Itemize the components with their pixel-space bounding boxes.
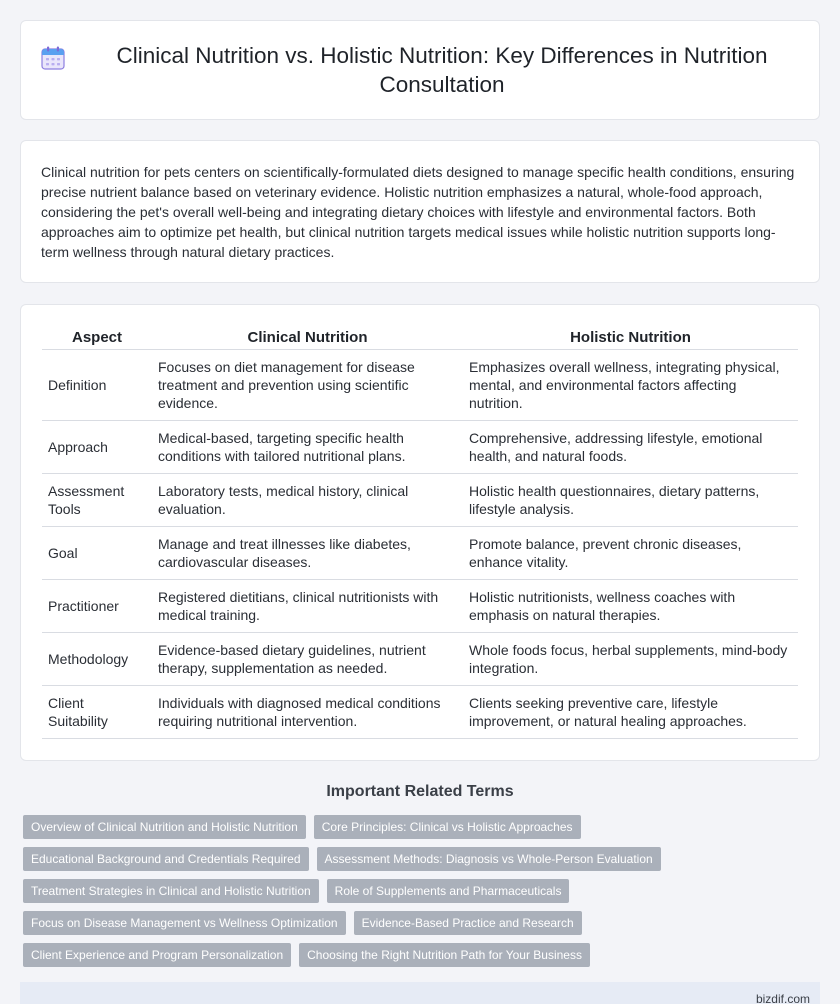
related-term-tag[interactable]: Evidence-Based Practice and Research [354,911,582,935]
related-term-tag[interactable]: Educational Background and Credentials Required [23,847,309,871]
related-terms-list [23,815,820,967]
holistic-cell: Whole foods focus, herbal supplements, mind-body integration. [463,633,798,686]
related-term-tag[interactable]: Core Principles: Clinical vs Holistic Approaches [314,815,581,839]
column-header-aspect: Aspect [42,325,152,350]
table-row [42,350,798,421]
aspect-cell: Goal [42,527,152,580]
holistic-cell: Holistic nutritionists, wellness coaches with emphasis on natural therapies. [463,580,798,633]
clinical-cell: Manage and treat illnesses like diabetes, cardiovascular diseases. [152,527,463,580]
clinical-cell: Laboratory tests, medical history, clinical evaluation. [152,474,463,527]
table-row [42,474,798,527]
table-row [42,633,798,686]
header-card [20,20,820,120]
related-term-tag[interactable]: Choosing the Right Nutrition Path for Your Business [299,943,590,967]
holistic-cell: Clients seeking preventive care, lifestyle improvement, or natural healing approaches. [463,686,798,739]
intro-text: Clinical nutrition for pets centers on scientifically-formulated diets designed to manage specific health conditions, ensuring precise nutrient balance based on veterinary evidence. Holistic nutrition emphasizes a natural, whole-food approach, considering the pet's overall well-being and integrating dietary choices with lifestyle and environmental factors. Both approaches aim to optimize pet health, but clinical nutrition targets medical issues while holistic nutrition supports long-term wellness through natural dietary practices. [41,164,795,260]
clinical-cell: Medical-based, targeting specific health conditions with tailored nutritional plans. [152,421,463,474]
table-row [42,686,798,739]
clinical-cell: Evidence-based dietary guidelines, nutrient therapy, supplementation as needed. [152,633,463,686]
aspect-cell: Assessment Tools [42,474,152,527]
footer-bar [20,982,820,1004]
holistic-cell: Promote balance, prevent chronic diseases, enhance vitality. [463,527,798,580]
related-term-tag[interactable]: Focus on Disease Management vs Wellness Optimization [23,911,346,935]
table-header-row [42,325,798,350]
holistic-cell: Comprehensive, addressing lifestyle, emotional health, and natural foods. [463,421,798,474]
comparison-table [42,325,798,739]
clinical-cell: Focuses on diet management for disease treatment and prevention using scientific evidence. [152,350,463,421]
comparison-table-card [20,304,820,761]
table-row [42,580,798,633]
column-header-clinical: Clinical Nutrition [152,325,463,350]
aspect-cell: Client Suitability [42,686,152,739]
intro-card [20,140,820,283]
footer-site-link[interactable]: bizdif.com [755,991,810,1004]
table-row [42,421,798,474]
aspect-cell: Practitioner [42,580,152,633]
related-terms-title: Important Related Terms [326,783,514,800]
related-term-tag[interactable]: Treatment Strategies in Clinical and Holistic Nutrition [23,879,319,903]
related-term-tag[interactable]: Role of Supplements and Pharmaceuticals [327,879,570,903]
related-term-tag[interactable]: Client Experience and Program Personalization [23,943,291,967]
table-row [42,527,798,580]
clinical-cell: Registered dietitians, clinical nutritionists with medical training. [152,580,463,633]
calendar-icon [40,45,66,71]
page-title: Clinical Nutrition vs. Holistic Nutrition: Key Differences in Nutrition Consultation [116,43,768,97]
related-term-tag[interactable]: Assessment Methods: Diagnosis vs Whole-Person Evaluation [317,847,661,871]
aspect-cell: Definition [42,350,152,421]
holistic-cell: Holistic health questionnaires, dietary patterns, lifestyle analysis. [463,474,798,527]
clinical-cell: Individuals with diagnosed medical conditions requiring nutritional intervention. [152,686,463,739]
related-term-tag[interactable]: Overview of Clinical Nutrition and Holistic Nutrition [23,815,306,839]
column-header-holistic: Holistic Nutrition [463,325,798,350]
aspect-cell: Approach [42,421,152,474]
holistic-cell: Emphasizes overall wellness, integrating physical, mental, and environmental factors affecting nutrition. [463,350,798,421]
aspect-cell: Methodology [42,633,152,686]
